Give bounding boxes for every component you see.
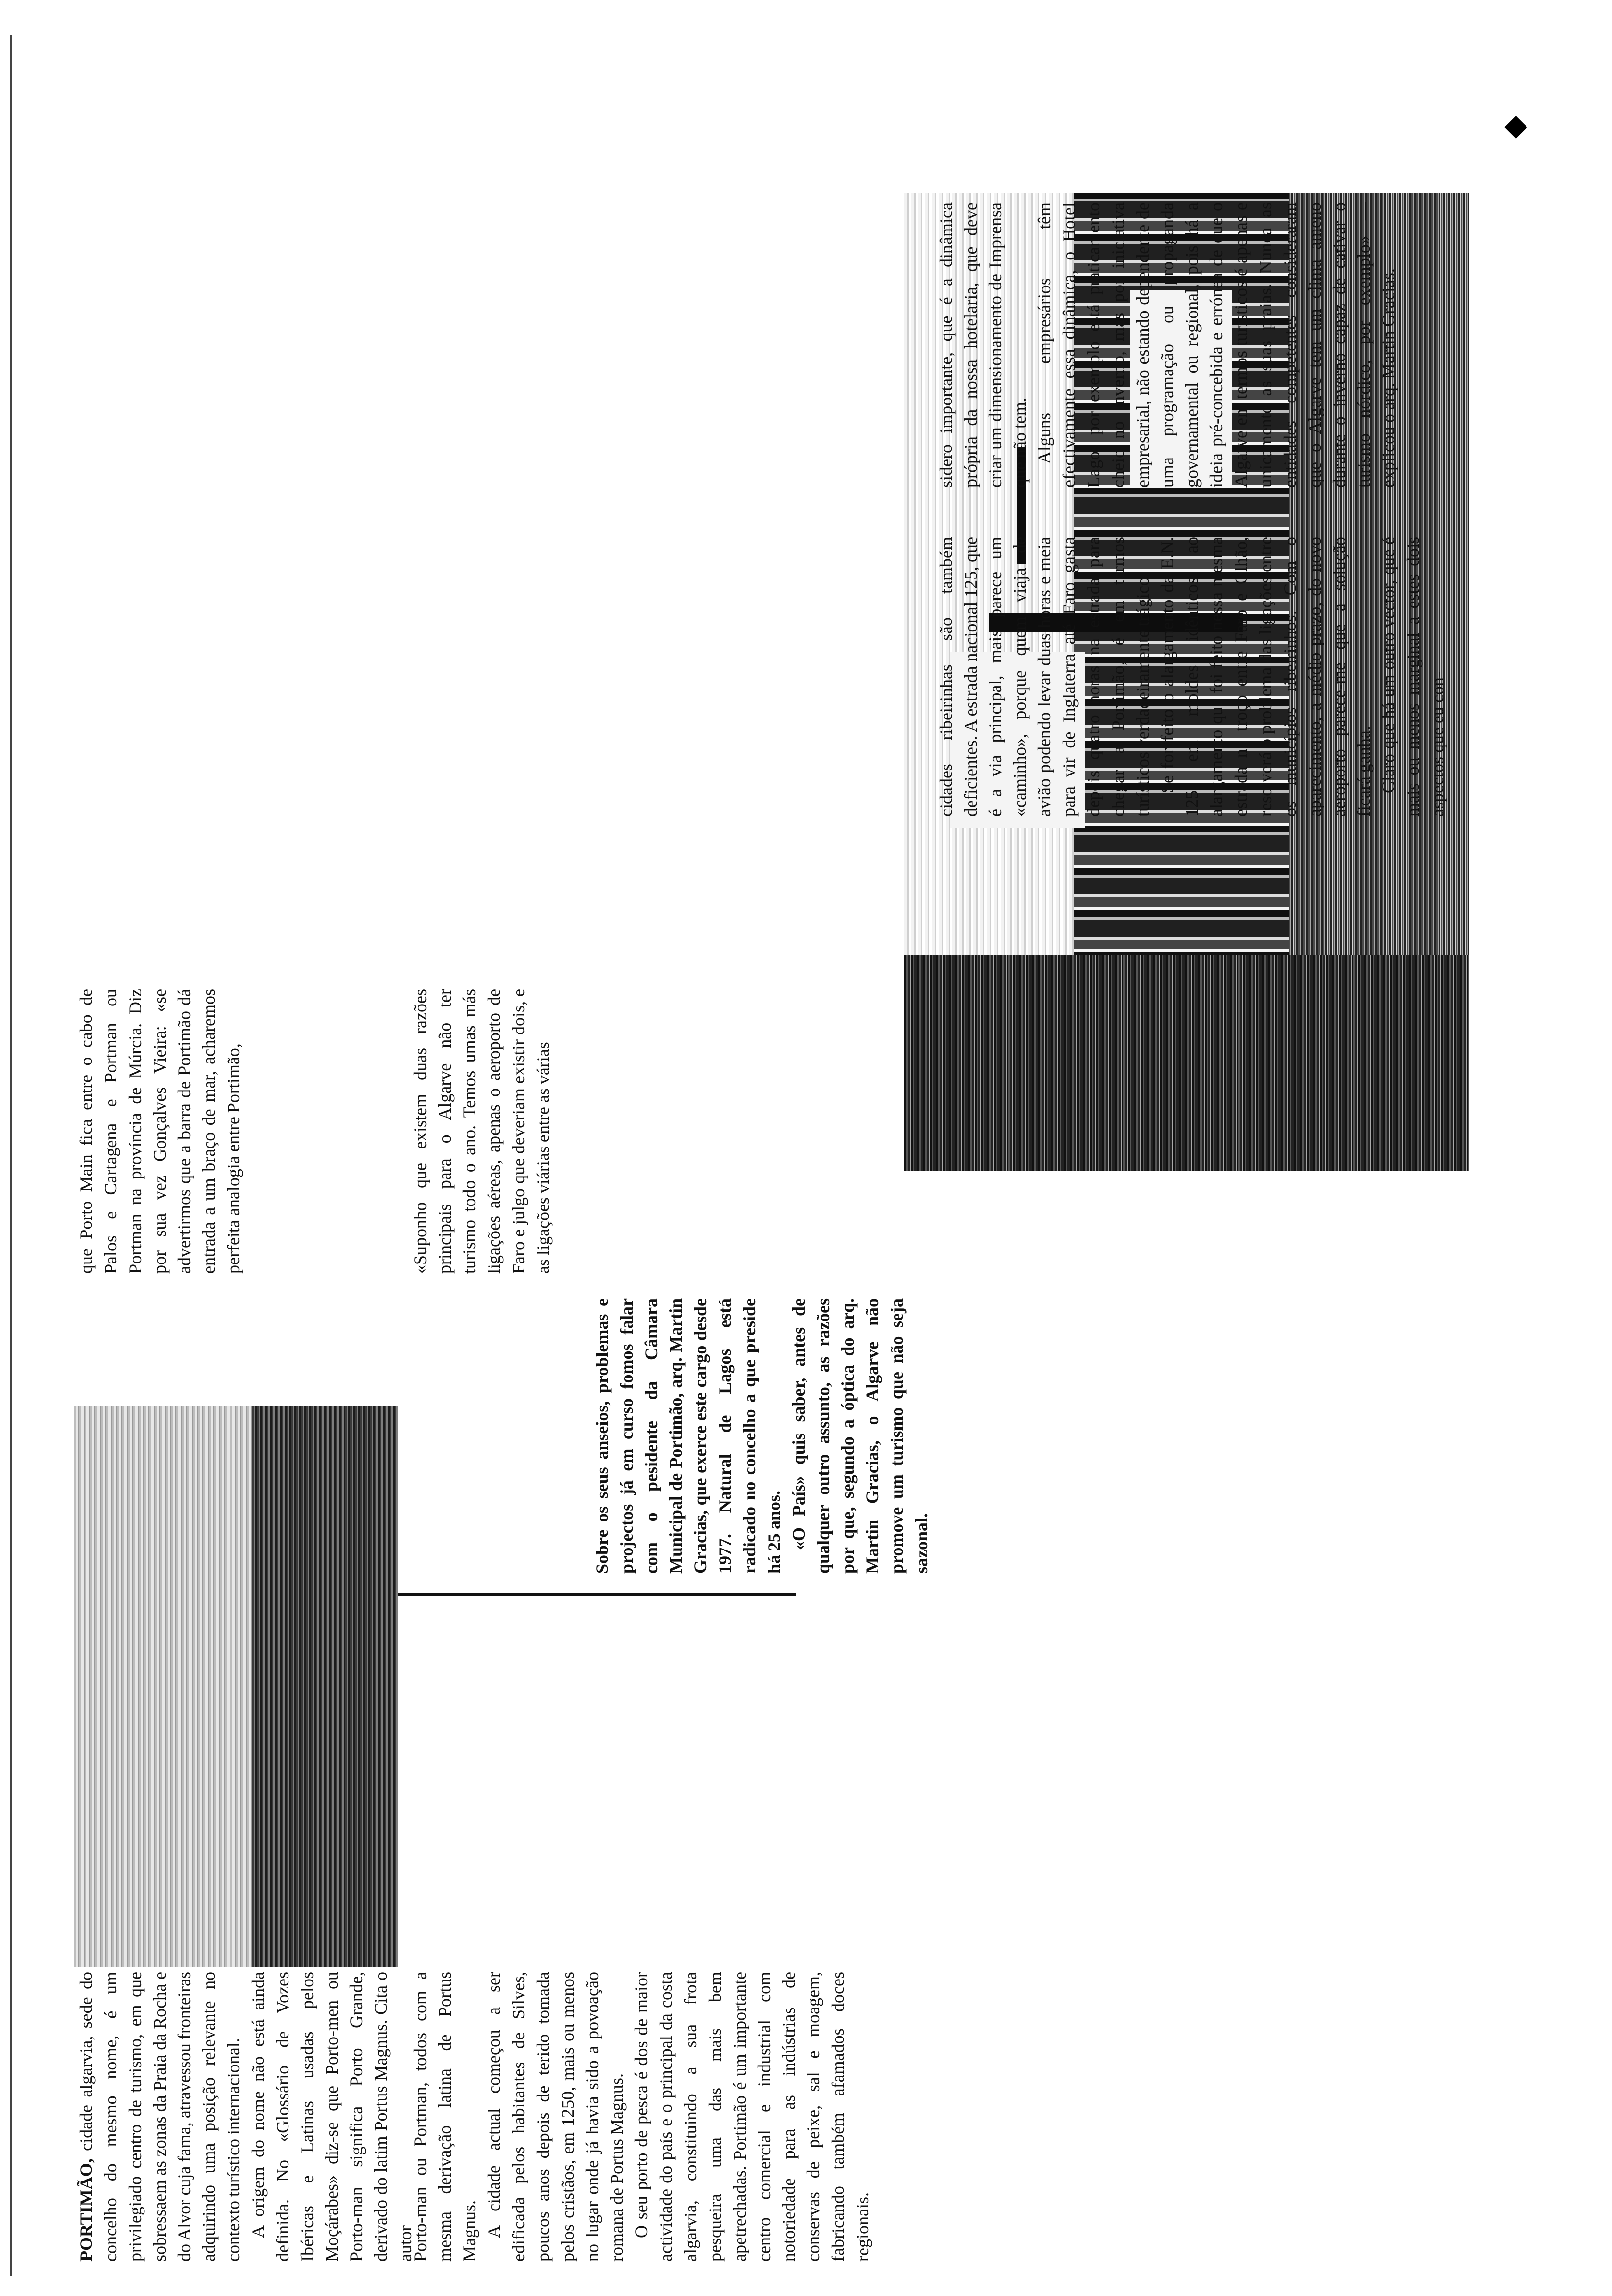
- article-paragraph: A cidade actual começou a ser edificada pelos habitantes de Silves, poucos anos depois de terido tomada pelos cristãos, em 1250, mais ou menos no lugar onde já havia sido a povoação romana de Portus Magnus.: [484, 1972, 627, 2262]
- article-paragraph: O seu porto de pesca é dos de maior actividade do país e o principal da costa algarvia, constituindo a sua frota pesqueira uma das mais bem apetrechadas. Portimão é um importante centro comercial e industrial com notoriedade para as indústrias de conservas de peixe, sal e moagem, fabricando também afamados doces regionais.: [632, 1972, 872, 2262]
- article-paragraph: cidades ribeirinhas são também deficientes. A estrada nacional 125, que é a via principal, mais parece um «caminho», porque quem viaja de avião podendo levar duas horas e meia para vir de Inglaterra até Faro gasta depois quatro horas na estrada para chegar a Portimão, é em termos turísticos verdadeiramente trágico.: [936, 537, 1152, 817]
- article-column-4: [934, 202, 1401, 488]
- article-column-3: [934, 537, 1450, 817]
- photo-ground: [252, 1406, 398, 1967]
- article-lead-word: PORTIMÃO,: [76, 2158, 96, 2262]
- article-paragraph: «Suponho que existem duas razões principais para o Algarve não ter turismo todo o ano. Temos umas más ligações aéreas, apenas o aeroporto de Faro e julgo que deveriam existir dois, e as ligações viárias entre as várias: [410, 989, 553, 1274]
- article-column-2: [408, 1972, 875, 2262]
- article-column-1b: [74, 989, 246, 1274]
- top-rule: [10, 35, 12, 2276]
- article-paragraph: A origem do nome não está ainda definida. No «Glossário de Vozes Ibéricas e Latinas usadas pelos Moçárabes» diz-se que Porto-men ou Porto-man significa Porto Grande, derivado do latim Portus Magnus. Cita o autor: [248, 1972, 415, 2262]
- photo-sky: [74, 1406, 252, 1967]
- article-column-2b: [590, 1298, 934, 1574]
- harbour-photo-small: [74, 1406, 398, 1967]
- article-paragraph: «O País» quis saber, antes de qualquer outro assunto, as razões por que, segundo a óptica do arq. Martin Gracias, o Algarve não promove um turismo que não seja sazonal.: [789, 1298, 931, 1574]
- article-column-1: [74, 1972, 418, 2262]
- article-paragraph: Alguns empresários têm efectivamente essa dinâmica, o Hotel Lagos por exemplo está praticamento cheio no Inverno, mas por iniciativa empresarial, não estando dependente de uma programação ou propaganda governamental ou regional, pois há a ideia pré-concebida e errónea de que o Algarve em termos turísticos é apenas e unicamente as suas praias. Nunca as entidades competentes consideraram que o Algarve tem um clima ameno durante o inverno capaz de cativar o turismo nórdico, por exemplo» — explicou o arq. Martin Gracias.: [1035, 202, 1398, 488]
- article-paragraph: PORTIMÃO, cidade algarvia, sede do concelho do mesmo nome, é um privilegiado centro de turismo, em que sobressaem as zonas da Praia da Rocha e do Alvor cuja fama, atravessou fronteiras adquirindo uma posição relevante no contexto turístico internacional.: [76, 1972, 243, 2262]
- arrow-marker-icon: ◆: [1497, 115, 1530, 139]
- article-paragraph: que Porto Main fica entre o cabo de Palos e Cartagena e Portman ou Portman na província de Múrcia. Diz por sua vez Gonçalves Vieira: «se advertirmos que a barra de Portimão dá entrada a um braço de mar, acharemos perfeita analogia entre Portimão,: [76, 989, 243, 1274]
- article-paragraph: Porto-man ou Portman, todos com a mesma derivação latina de Portus Magnus.: [410, 1972, 479, 2262]
- article-paragraph: Se for feito o alargamento da E.N. 125, em moldes idênticos ao alargamento que foi feito nessa mesma estrada no troço entre Faro e Olhão, resolverá o problema das ligações entre os municípios ribeirinhos. Com o aparecimento, a médio prazo, do novo aeroporto parece-me que a solução ficará ganha.: [1157, 537, 1374, 817]
- photo-shadow-block: [904, 955, 1469, 1171]
- article-paragraph: sidero importante, que é a dinâmica própria da nossa hotelaria, que deve criar um dimensionamento de Imprensa que não tem.: [936, 202, 1030, 488]
- article-column-2c: [408, 989, 555, 1274]
- article-paragraph: Claro que há um outro vector, que é mais ou menos marginal a estes dois aspectos que eu con-: [1379, 537, 1447, 817]
- article-paragraph: Sobre os seus anseios, problemas e projectos já em curso fomos falar com o pesidente da Câmara Municipal de Portimão, arq. Martin Gracias, que exerce este cargo desde 1977. Natural de Lagos está radicado no concelho a que preside há 25 anos.: [592, 1298, 784, 1574]
